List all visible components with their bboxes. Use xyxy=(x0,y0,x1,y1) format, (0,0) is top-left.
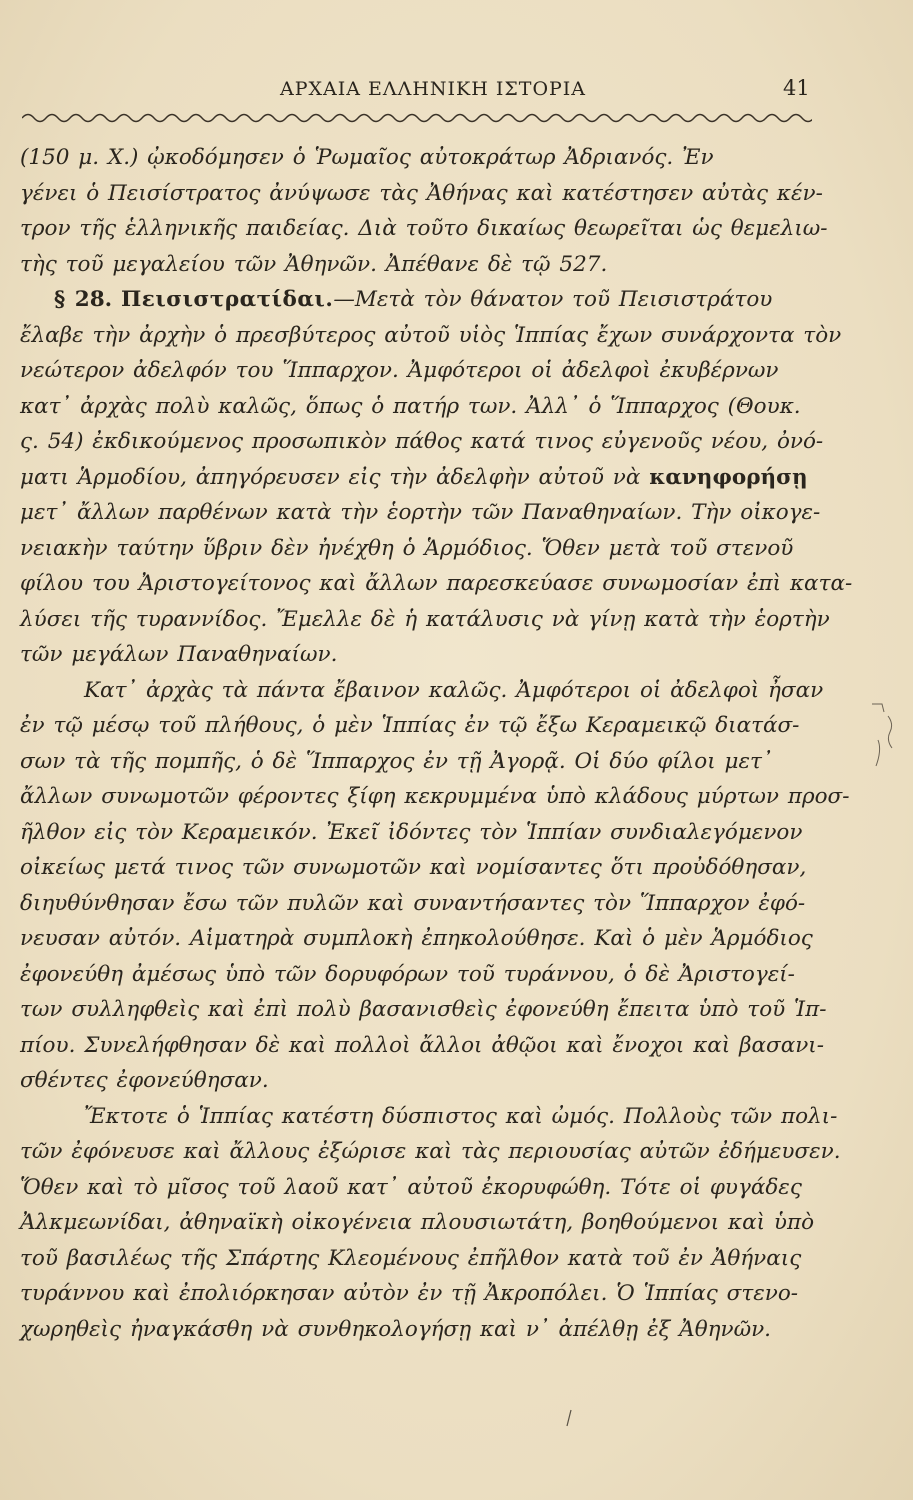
text-line: διηυθύνθησαν ἔσω τῶν πυλῶν καὶ συναντήσαντες τὸν Ἵππαρχον ἐφό- xyxy=(20,890,806,916)
running-header xyxy=(0,74,913,108)
text-line: γένει ὁ Πεισίστρατος ἀνύψωσε τὰς Ἀθήνας καὶ κατέστησεν αὐτὰς κέν- xyxy=(20,180,823,206)
paragraph-start: Κατ᾽ ἀρχὰς τὰ πάντα ἔβαινον καλῶς. Ἀμφότεροι οἱ ἀδελφοὶ ἦσαν xyxy=(84,677,824,703)
emphasized-word: κανηφορήσῃ xyxy=(649,464,808,490)
kanephore-text: ματι Ἁρμοδίου, ἀπηγόρευσεν εἰς τὴν ἀδελφὴν αὐτοῦ νὰ xyxy=(20,464,650,490)
text-line: πίου. Συνελήφθησαν δὲ καὶ πολλοὶ ἄλλοι ἀθῷοι καὶ ἔνοχοι καὶ βασανι- xyxy=(20,1032,824,1058)
text-line: νευσαν αὐτόν. Αἱματηρὰ συμπλοκὴ ἐπηκολούθησε. Καὶ ὁ μὲν Ἁρμόδιος xyxy=(20,926,813,951)
text-line: Ὅθεν καὶ τὸ μῖσος τοῦ λαοῦ κατ᾽ αὐτοῦ ἐκορυφώθη. Τότε οἱ φυγάδες xyxy=(20,1174,802,1200)
text-line: (150 μ. Χ.) ᾠκοδόμησεν ὁ Ῥωμαῖος αὐτοκράτωρ Ἀδριανός. Ἐν xyxy=(20,145,714,170)
text-line: φίλου του Ἀριστογείτονος καὶ ἄλλων παρεσκεύασε συνωμοσίαν ἐπὶ κατα- xyxy=(20,571,853,596)
text-line: σων τὰ τῆς πομπῆς, ὁ δὲ Ἵππαρχος ἐν τῇ Ἀγορᾷ. Οἱ δύο φίλοι μετ᾽ xyxy=(20,748,773,774)
text-line: κατ᾽ ἀρχὰς πολὺ καλῶς, ὅπως ὁ πατήρ των. Ἀλλ᾽ ὁ Ἵππαρχος (Θουκ. xyxy=(20,393,801,419)
text-line: τὴς τοῦ μεγαλείου τῶν Ἀθηνῶν. Ἀπέθανε δὲ τῷ 527. xyxy=(20,251,608,277)
running-title: ΑΡΧΑΙΑ ΕΛΛΗΝΙΚΗ ΙΣΤΟΡΙΑ xyxy=(280,78,587,100)
text-line: οἰκείως μετά τινος τῶν συνωμοτῶν καὶ νομίσαντες ὅτι προὐδόθησαν, xyxy=(20,855,807,880)
text-line: νεώτερον ἀδελφόν του Ἵππαρχον. Ἀμφότεροι οἱ ἀδελφοὶ ἐκυβέρνων xyxy=(20,358,779,383)
page-number: 41 xyxy=(783,76,810,100)
stray-ink-mark xyxy=(565,1408,573,1428)
text-line: ῆλθον εἰς τὸν Κεραμεικόν. Ἐκεῖ ἰδόντες τὸν Ἱππίαν συνδιαλεγόμενον xyxy=(20,819,803,845)
section-heading-line xyxy=(20,282,820,318)
body-text xyxy=(20,140,853,1347)
text-line: ς. 54) ἐκδικούμενος προσωπικὸν πάθος κατά τινος εὐγενοῦς νέου, ὀνό- xyxy=(20,429,824,454)
text-line: ἐν τῷ μέσῳ τοῦ πλήθους, ὁ μὲν Ἱππίας ἐν τῷ ἔξω Κεραμεικῷ διατάσ- xyxy=(20,713,800,738)
kanephore-line xyxy=(20,460,820,496)
section-title: Πεισιστρατίδαι. xyxy=(120,287,334,312)
paragraph-start: Ἔκτοτε ὁ Ἱππίας κατέστη δύσπιστος καὶ ὠμός. Πολλοὺς τῶν πολι- xyxy=(84,1103,838,1129)
section-number: § 28. xyxy=(54,287,113,312)
text-line: τῶν ἐφόνευσε καὶ ἄλλους ἐξώρισε καὶ τὰς περιουσίας αὐτῶν ἐδήμευσεν. xyxy=(20,1139,841,1164)
text-line: ἄλλων συνωμοτῶν φέροντες ξίφη κεκρυμμένα ὑπὸ κλάδους μύρτων προσ- xyxy=(20,784,850,809)
text-line: νειακὴν ταύτην ὕβριν δὲν ἠνέχθη ὁ Ἁρμόδιος. Ὅθεν μετὰ τοῦ στενοῦ xyxy=(20,535,794,561)
decorative-wave-rule xyxy=(22,104,812,126)
text-line: των συλληφθεὶς καὶ ἐπὶ πολὺ βασανισθεὶς ἐφονεύθη ἔπειτα ὑπὸ τοῦ Ἱπ- xyxy=(20,997,827,1022)
text-line: σθέντες ἐφονεύθησαν. xyxy=(20,1068,269,1093)
text-line: μετ᾽ ἄλλων παρθένων κατὰ τὴν ἑορτὴν τῶν Παναθηναίων. Τὴν οἰκογε- xyxy=(20,500,821,525)
section-lead-text: —Μετὰ τὸν θάνατον τοῦ Πεισιστράτου xyxy=(333,287,773,312)
text-line: τυράννου καὶ ἐπολιόρκησαν αὐτὸν ἐν τῇ Ἀκροπόλει. Ὁ Ἱππίας στενο- xyxy=(20,1281,799,1306)
margin-bracket-mark xyxy=(870,700,900,770)
text-line: τῶν μεγάλων Παναθηναίων. xyxy=(20,642,338,667)
text-line: τρον τῆς ἑλληνικῆς παιδείας. Διὰ τοῦτο δικαίως θεωρεῖται ὡς θεμελιω- xyxy=(20,216,828,241)
text-line: λύσει τῆς τυραννίδος. Ἔμελλε δὲ ἡ κατάλυσις νὰ γίνῃ κατὰ τὴν ἑορτὴν xyxy=(20,606,830,632)
text-line: Ἀλκμεωνίδαι, ἀθηναϊκὴ οἰκογένεια πλουσιωτάτη, βοηθούμενοι καὶ ὑπὸ xyxy=(20,1210,815,1235)
text-line: τοῦ βασιλέως τῆς Σπάρτης Κλεομένους ἐπῆλθον κατὰ τοῦ ἐν Ἀθήναις xyxy=(20,1245,802,1271)
text-line: ἐφονεύθη ἀμέσως ὑπὸ τῶν δορυφόρων τοῦ τυράννου, ὁ δὲ Ἀριστογεί- xyxy=(20,961,795,987)
text-line: ἔλαβε τὴν ἀρχὴν ὁ πρεσβύτερος αὐτοῦ υἱὸς Ἱππίας ἔχων συνάρχοντα τὸν xyxy=(20,322,842,348)
text-line: χωρηθεὶς ἠναγκάσθη νὰ συνθηκολογήσῃ καὶ ν᾽ ἀπέλθῃ ἐξ Ἀθηνῶν. xyxy=(20,1316,772,1342)
